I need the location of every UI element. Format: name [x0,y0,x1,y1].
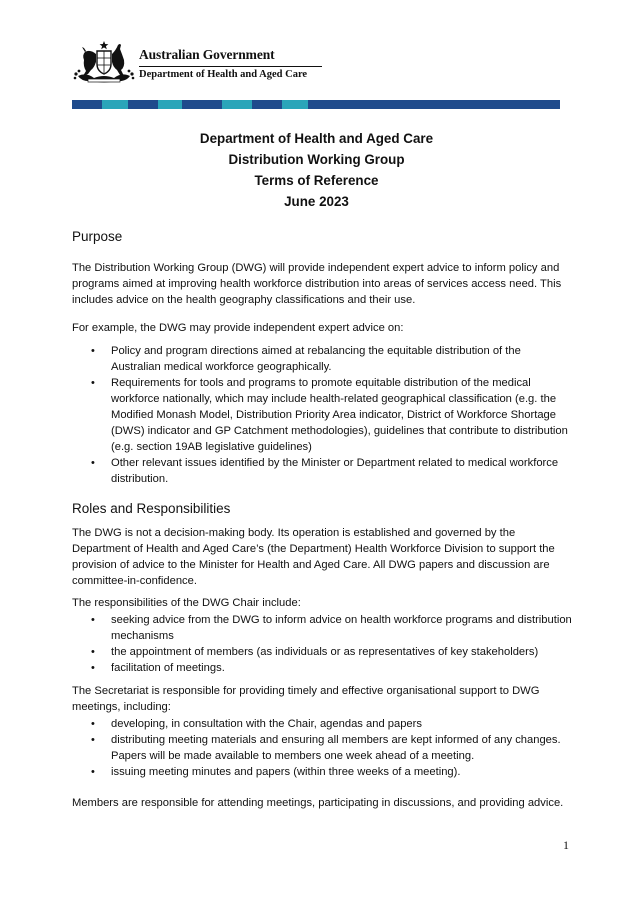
secretariat-intro: The Secretariat is responsible for providing timely and effective organisational support to DWG meetings, including: [72,685,540,713]
page-number: 1 [563,838,569,852]
coat-of-arms-icon [72,40,136,84]
government-name: Australian Government [139,47,275,62]
logo-divider [139,66,322,67]
list-item: • Policy and program directions aimed at rebalancing the equitable distribution of the Australian medical workforce geographically. [72,343,572,375]
list-item: • the appointment of members (as individuals or as representatives of key stakeholders) [72,644,572,660]
list-item: • developing, in consultation with the Chair, agendas and papers [72,716,572,732]
purpose-heading: Purpose [72,229,123,244]
government-logo [72,40,322,86]
list-item: • distributing meeting materials and ensuring all members are kept informed of any changes. Papers will be made available to members one week ahead of a meeting. [72,732,572,764]
title-group: Distribution Working Group [228,152,405,167]
header-stripe [72,100,560,109]
chair-intro: The responsibilities of the DWG Chair include: [72,597,301,609]
list-item: • seeking advice from the DWG to inform advice on health workforce programs and distribution mechanisms [72,612,572,644]
purpose-bullet-list [72,343,572,487]
title-department: Department of Health and Aged Care [199,131,434,146]
purpose-paragraph: The Distribution Working Group (DWG) will provide independent expert advice to inform policy and programs aimed at improving health workforce distribution into areas of services access need. This includes advice on the health geography classifications and their use. [72,262,562,306]
chair-bullet-list [72,612,572,676]
stripe-segment [222,100,252,109]
roles-paragraph: The DWG is not a decision-making body. Its operation is established and governed by the Department of Health and Aged Care’s (the Department) Health Workforce Division to support the provision of advice to the Minister for Health and Aged Care. All DWG papers and discussion are committee-in-confidence. [72,527,555,587]
members-paragraph: Members are responsible for attending meetings, participating in discussions, and providing advice. [72,797,564,809]
stripe-segment [72,100,102,109]
secretariat-bullet-list [72,716,572,780]
list-item: • issuing meeting minutes and papers (within three weeks of a meeting). [72,764,572,780]
stripe-segment [158,100,182,109]
department-name: Department of Health and Aged Care [139,69,308,80]
list-item: • Other relevant issues identified by the Minister or Department related to medical workforce distribution. [72,455,572,487]
stripe-segment [128,100,158,109]
stripe-segment [102,100,128,109]
purpose-example-intro: For example, the DWG may provide independent expert advice on: [72,322,404,334]
document-title-block [0,128,633,212]
roles-heading: Roles and Responsibilities [72,501,231,516]
title-date: June 2023 [284,194,349,209]
stripe-segment [308,100,560,109]
stripe-segment [182,100,222,109]
title-document-type: Terms of Reference [254,173,379,188]
stripe-segment [252,100,282,109]
list-item: • Requirements for tools and programs to promote equitable distribution of the medical workforce nationally, which may include health-related geographical classification (e.g. the Modified Monash Model, Distribution Priority Area indicator, District of Workforce Shortage (DWS) indicator and GP Catchment methodologies), guidelines that contribute to distribution (e.g. section 19AB legislative guidelines) [72,375,572,455]
stripe-segment [282,100,308,109]
list-item: • facilitation of meetings. [72,660,572,676]
